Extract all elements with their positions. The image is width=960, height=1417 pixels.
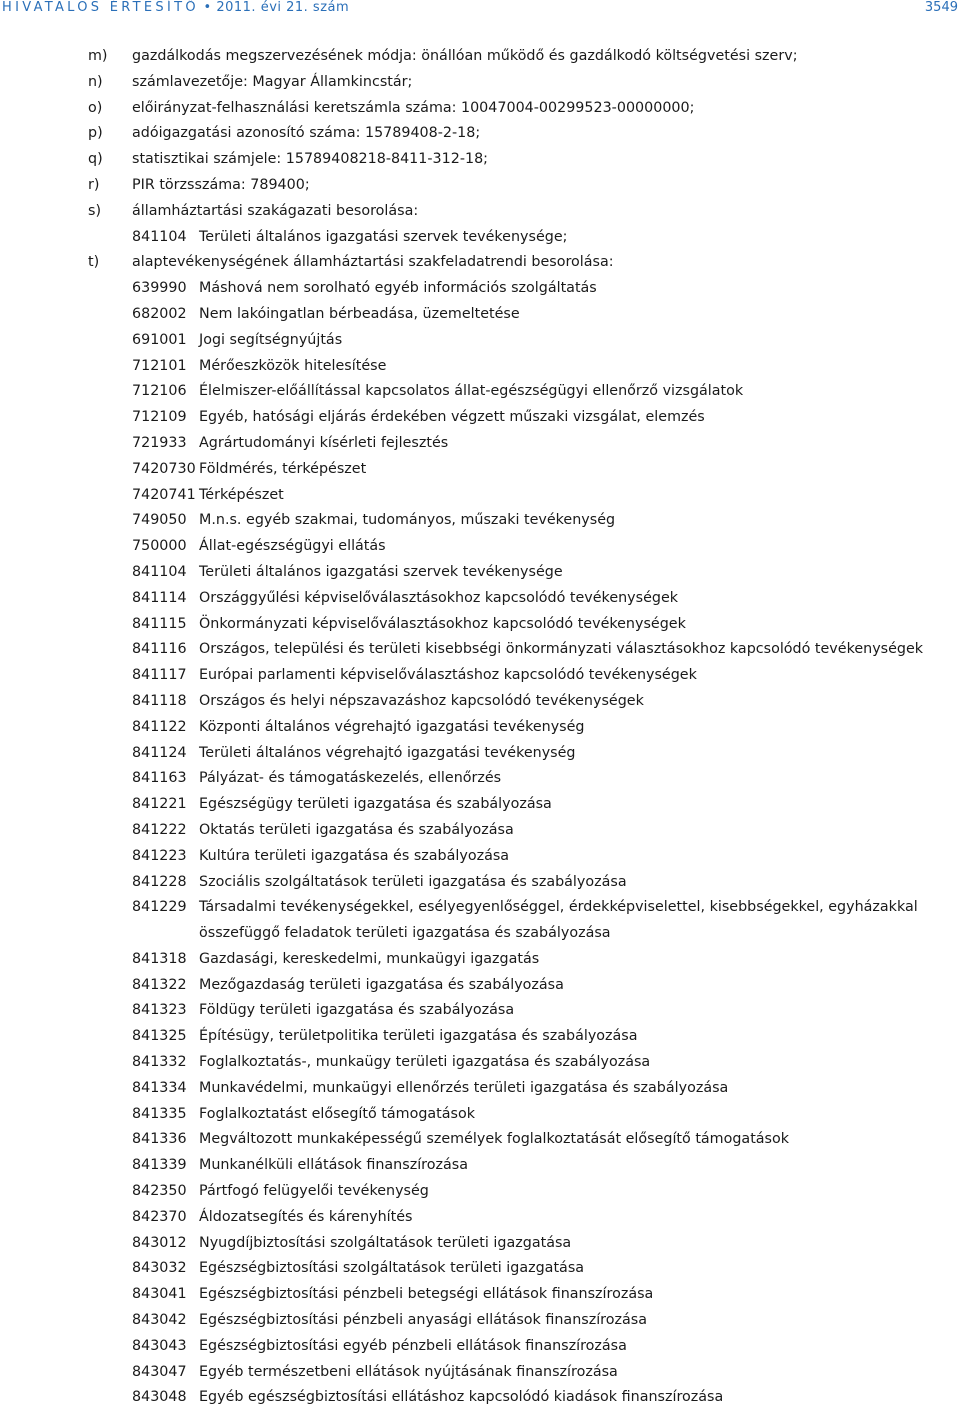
activity-desc: összefüggő feladatok területi igazgatása és szabályozása <box>199 925 611 942</box>
table-row <box>0 508 960 534</box>
activity-code: 841122 <box>132 718 187 735</box>
activity-code: 843048 <box>132 1389 187 1406</box>
table-row <box>0 1024 960 1050</box>
activity-code: 841318 <box>132 950 187 967</box>
activity-code: 841322 <box>132 976 187 993</box>
table-row <box>0 792 960 818</box>
item-label: p) <box>88 125 103 142</box>
activity-desc: Máshová nem sorolható egyéb információs szolgáltatás <box>199 280 597 297</box>
sector-code: 841104 <box>132 228 187 245</box>
table-row <box>0 534 960 560</box>
table-row <box>0 457 960 483</box>
activity-desc: Munkavédelmi, munkaügyi ellenőrzés területi igazgatása és szabályozása <box>199 1079 729 1096</box>
table-row <box>0 1179 960 1205</box>
item-text: államháztartási szakágazati besorolása: <box>132 202 419 219</box>
table-row <box>0 1360 960 1386</box>
list-item <box>0 70 960 96</box>
sector-classification <box>0 225 960 251</box>
header-bullet: • <box>203 0 212 15</box>
item-list <box>0 44 960 225</box>
table-row <box>0 586 960 612</box>
activity-code: 639990 <box>132 280 187 297</box>
activity-code: 841336 <box>132 1131 187 1148</box>
activity-desc: Állat-egészségügyi ellátás <box>199 538 386 555</box>
activity-desc: Foglalkoztatást elősegítő támogatások <box>199 1105 476 1122</box>
sector-desc: Területi általános igazgatási szervek tevékenysége; <box>199 228 568 245</box>
activity-code: 843041 <box>132 1286 187 1303</box>
activity-desc: Országgyűlési képviselőválasztásokhoz kapcsolódó tevékenységek <box>199 589 679 606</box>
table-row <box>0 1076 960 1102</box>
activity-desc: Területi általános végrehajtó igazgatási tevékenység <box>199 744 576 761</box>
activity-desc: Európai parlamenti képviselőválasztáshoz kapcsolódó tevékenységek <box>199 667 697 684</box>
activity-desc: Földmérés, térképészet <box>199 460 367 477</box>
activity-code: 841221 <box>132 796 187 813</box>
activity-desc: Agrártudományi kísérleti fejlesztés <box>199 434 449 451</box>
item-label: s) <box>88 202 102 219</box>
activity-code: 841114 <box>132 589 187 606</box>
activity-desc: Egyéb természetbeni ellátások nyújtásának finanszírozása <box>199 1363 618 1380</box>
activity-code: 841104 <box>132 563 187 580</box>
activity-desc: Élelmiszer-előállítással kapcsolatos állat-egészségügyi ellenőrző vizsgálatok <box>199 383 744 400</box>
table-row <box>0 818 960 844</box>
table-row <box>0 663 960 689</box>
activity-code: 843032 <box>132 1260 187 1277</box>
activity-desc: Nem lakóingatlan bérbeadása, üzemeltetése <box>199 305 520 322</box>
item-label: t) <box>88 254 100 271</box>
activity-desc: Egyéb, hatósági eljárás érdekében végzett műszaki vizsgálat, elemzés <box>199 409 705 426</box>
item-text: számlavezetője: Magyar Államkincstár; <box>132 73 413 90</box>
running-header <box>0 0 960 22</box>
item-label: r) <box>88 176 100 193</box>
activity-desc: Jogi segítségnyújtás <box>199 331 343 348</box>
table-row <box>0 560 960 586</box>
table-row <box>0 844 960 870</box>
item-text: előirányzat-felhasználási keretszámla száma: 10047004-00299523-00000000; <box>132 99 695 116</box>
activity-code: 841222 <box>132 821 187 838</box>
activity-code: 682002 <box>132 305 187 322</box>
table-row <box>0 1308 960 1334</box>
item-label: q) <box>88 151 103 168</box>
activity-code: 721933 <box>132 434 187 451</box>
table-row <box>0 637 960 663</box>
activity-desc: Egészségbiztosítási egyéb pénzbeli ellátások finanszírozása <box>199 1337 627 1354</box>
activity-code: 841229 <box>132 899 187 916</box>
activity-code: 843042 <box>132 1312 187 1329</box>
table-row <box>0 715 960 741</box>
table-row <box>0 612 960 638</box>
issue-date: 2011. évi 21. szám <box>216 0 350 15</box>
activity-desc: Pályázat- és támogatáskezelés, ellenőrzés <box>199 770 502 787</box>
activity-code: 712109 <box>132 409 187 426</box>
item-text: statisztikai számjele: 15789408218-8411-312-18; <box>132 151 488 168</box>
activity-code: 841115 <box>132 615 187 632</box>
activity-desc: Társadalmi tevékenységekkel, esélyegyenlőséggel, érdekképviselettel, kisebbségekkel, egyházakkal <box>199 899 918 916</box>
journal-title: HIVATALOS ÉRTESÍTŐ <box>2 0 199 15</box>
table-row <box>0 1050 960 1076</box>
activity-code: 841335 <box>132 1105 187 1122</box>
activity-code: 691001 <box>132 331 187 348</box>
table-row <box>0 302 960 328</box>
list-item <box>0 44 960 70</box>
activity-desc: Munkanélküli ellátások finanszírozása <box>199 1157 468 1174</box>
activity-desc: Kultúra területi igazgatása és szabályozása <box>199 847 510 864</box>
activity-code: 842370 <box>132 1208 187 1225</box>
activity-code: 841323 <box>132 1002 187 1019</box>
activity-code: 843012 <box>132 1234 187 1251</box>
table-row <box>0 1282 960 1308</box>
activity-desc: Foglalkoztatás-, munkaügy területi igazgatása és szabályozása <box>199 1054 651 1071</box>
list-item <box>0 199 960 225</box>
activity-code: 841325 <box>132 1028 187 1045</box>
table-row <box>0 921 960 947</box>
activity-code: 842350 <box>132 1183 187 1200</box>
activity-desc: Országos, települési és területi kisebbségi önkormányzati választásokhoz kapcsolódó tevékenységek <box>199 641 924 658</box>
activity-desc: Mérőeszközök hitelesítése <box>199 357 387 374</box>
activity-code: 843043 <box>132 1337 187 1354</box>
activity-code: 841223 <box>132 847 187 864</box>
activity-code: 843047 <box>132 1363 187 1380</box>
activity-desc: Központi általános végrehajtó igazgatási tevékenység <box>199 718 585 735</box>
table-row <box>0 1205 960 1231</box>
activity-desc: Áldozatsegítés és kárenyhítés <box>199 1208 413 1225</box>
activity-code: 750000 <box>132 538 187 555</box>
table-row <box>0 379 960 405</box>
activity-code: 841334 <box>132 1079 187 1096</box>
table-row <box>0 998 960 1024</box>
table-row <box>0 431 960 457</box>
activity-desc: Egyéb egészségbiztosítási ellátáshoz kapcsolódó kiadások finanszírozása <box>199 1389 724 1406</box>
activity-desc: Területi általános igazgatási szervek tevékenysége <box>199 563 563 580</box>
activity-list <box>0 276 960 1411</box>
table-row <box>0 328 960 354</box>
activity-desc: Egészségbiztosítási szolgáltatások területi igazgatása <box>199 1260 585 1277</box>
activity-desc: Önkormányzati képviselőválasztásokhoz kapcsolódó tevékenységek <box>199 615 686 632</box>
activity-desc: Pártfogó felügyelői tevékenység <box>199 1183 429 1200</box>
activity-desc: Egészségügy területi igazgatása és szabályozása <box>199 796 552 813</box>
item-label: m) <box>88 48 108 64</box>
activity-desc: M.n.s. egyéb szakmai, tudományos, műszaki tevékenység <box>199 512 616 529</box>
table-row <box>0 405 960 431</box>
item-t <box>0 250 960 276</box>
activity-code: 841163 <box>132 770 187 787</box>
activity-desc: Egészségbiztosítási pénzbeli betegségi ellátások finanszírozása <box>199 1286 654 1303</box>
item-text: PIR törzsszáma: 789400; <box>132 176 310 193</box>
activity-code: 7420730 <box>132 460 196 477</box>
activity-code: 841117 <box>132 667 187 684</box>
item-text: gazdálkodás megszervezésének módja: önállóan működő és gazdálkodó költségvetési szerv; <box>132 48 798 64</box>
table-row <box>0 1385 960 1411</box>
table-row <box>0 870 960 896</box>
table-row <box>0 1153 960 1179</box>
activity-code: 841118 <box>132 692 187 709</box>
activity-desc: Egészségbiztosítási pénzbeli anyasági ellátások finanszírozása <box>199 1312 647 1329</box>
table-row <box>0 276 960 302</box>
table-row <box>0 1127 960 1153</box>
activity-desc: Szociális szolgáltatások területi igazgatása és szabályozása <box>199 873 627 890</box>
table-row <box>0 1102 960 1128</box>
table-row <box>0 741 960 767</box>
table-row <box>0 1334 960 1360</box>
activity-code: 841116 <box>132 641 187 658</box>
activity-desc: Oktatás területi igazgatása és szabályozása <box>199 821 514 838</box>
item-label: o) <box>88 99 103 116</box>
list-item <box>0 121 960 147</box>
table-row <box>0 895 960 921</box>
activity-code: 712101 <box>132 357 187 374</box>
table-row <box>0 973 960 999</box>
item-label: n) <box>88 73 103 90</box>
list-item <box>0 147 960 173</box>
activity-desc: Gazdasági, kereskedelmi, munkaügyi igazgatás <box>199 950 540 967</box>
table-row <box>0 354 960 380</box>
list-item <box>0 96 960 122</box>
activity-desc: Építésügy, területpolitika területi igazgatása és szabályozása <box>199 1028 638 1045</box>
page-number: 3549 <box>924 0 958 15</box>
document-body <box>0 44 960 1411</box>
activity-code: 7420741 <box>132 486 196 503</box>
activity-code: 712106 <box>132 383 187 400</box>
activity-desc: Országos és helyi népszavazáshoz kapcsolódó tevékenységek <box>199 692 644 709</box>
activity-code: 841124 <box>132 744 187 761</box>
activity-desc: Nyugdíjbiztosítási szolgáltatások területi igazgatása <box>199 1234 572 1251</box>
activity-code: 841332 <box>132 1054 187 1071</box>
table-row <box>0 689 960 715</box>
activity-desc: Megváltozott munkaképességű személyek foglalkoztatását elősegítő támogatások <box>199 1131 790 1148</box>
table-row <box>0 766 960 792</box>
table-row <box>0 1256 960 1282</box>
table-row <box>0 1231 960 1257</box>
table-row <box>0 483 960 509</box>
activity-code: 749050 <box>132 512 187 529</box>
item-text: adóigazgatási azonosító száma: 15789408-2-18; <box>132 125 481 142</box>
item-text: alaptevékenységének államháztartási szakfeladatrendi besorolása: <box>132 254 614 271</box>
activity-desc: Térképészet <box>199 486 284 503</box>
header-left <box>2 0 349 15</box>
table-row <box>0 947 960 973</box>
activity-code: 841228 <box>132 873 187 890</box>
activity-desc: Földügy területi igazgatása és szabályozása <box>199 1002 515 1019</box>
activity-desc: Mezőgazdaság területi igazgatása és szabályozása <box>199 976 564 993</box>
activity-code: 841339 <box>132 1157 187 1174</box>
list-item <box>0 173 960 199</box>
